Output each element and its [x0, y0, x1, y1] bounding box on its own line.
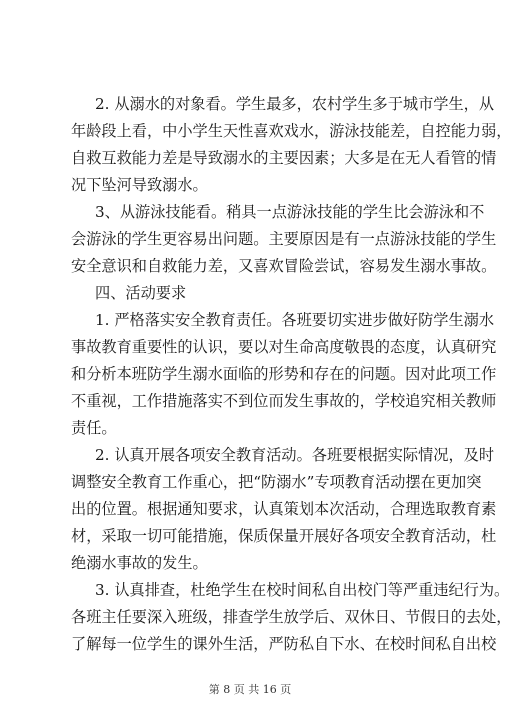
paragraph-4-line-2: 调整安全教育工作重心，把“防溺水”专项教育活动摆在更加突	[71, 473, 482, 491]
paragraph-4-line-4: 材，采取一切可能措施，保质保量开展好各项安全教育活动，杜	[71, 527, 497, 545]
paragraph-2-line-3: 安全意识和自救能力差，又喜欢冒险尝试，容易发生溺水事故。	[71, 257, 497, 275]
page-footer: 第 8 页 共 16 页	[208, 683, 292, 696]
paragraph-1-line-4: 况下坠河导致溺水。	[71, 176, 208, 194]
section-heading: 四、活动要求	[95, 284, 187, 302]
paragraph-5-line-3: 了解每一位学生的课外生活，严防私自下水、在校时间私自出校	[71, 635, 497, 653]
paragraph-3-line-2: 事故教育重要性的认识，要以对生命高度敬畏的态度，认真研究	[71, 338, 497, 356]
paragraph-1-line-2: 年龄段上看，中小学生天性喜欢戏水，游泳技能差，自控能力弱，	[71, 122, 511, 140]
paragraph-3-line-1: 1. 严格落实安全教育责任。各班要切实进步做好防学生溺水	[95, 311, 495, 329]
paragraph-4-line-3: 出的位置。根据通知要求，认真策划本次活动，合理选取教育素	[71, 500, 497, 518]
paragraph-3-line-4: 不重视，工作措施落实不到位而发生事故的，学校追究相关教师	[71, 392, 497, 410]
paragraph-4-line-1: 2. 认真开展各项安全教育活动。各班要根据实际情况，及时	[95, 446, 495, 464]
paragraph-1-line-3: 自救互救能力差是导致溺水的主要因素；大多是在无人看管的情	[71, 149, 497, 167]
paragraph-4-line-5: 绝溺水事故的发生。	[71, 554, 208, 572]
paragraph-2-line-2: 会游泳的学生更容易出问题。主要原因是有一点游泳技能的学生	[71, 230, 497, 248]
paragraph-1-line-1: 2. 从溺水的对象看。学生最多，农村学生多于城市学生，从	[95, 95, 495, 113]
paragraph-3-line-3: 和分析本班防学生溺水面临的形势和存在的问题。因对此项工作	[71, 365, 497, 383]
paragraph-2-line-1: 3、从游泳技能看。稍具一点游泳技能的学生比会游泳和不	[95, 203, 485, 221]
paragraph-5-line-2: 各班主任要深入班级，排查学生放学后、双休日、节假日的去处，	[71, 608, 511, 626]
paragraph-3-line-5: 责任。	[71, 419, 117, 437]
paragraph-5-line-1: 3. 认真排查，杜绝学生在校时间私自出校门等严重违纪行为。	[95, 581, 510, 599]
